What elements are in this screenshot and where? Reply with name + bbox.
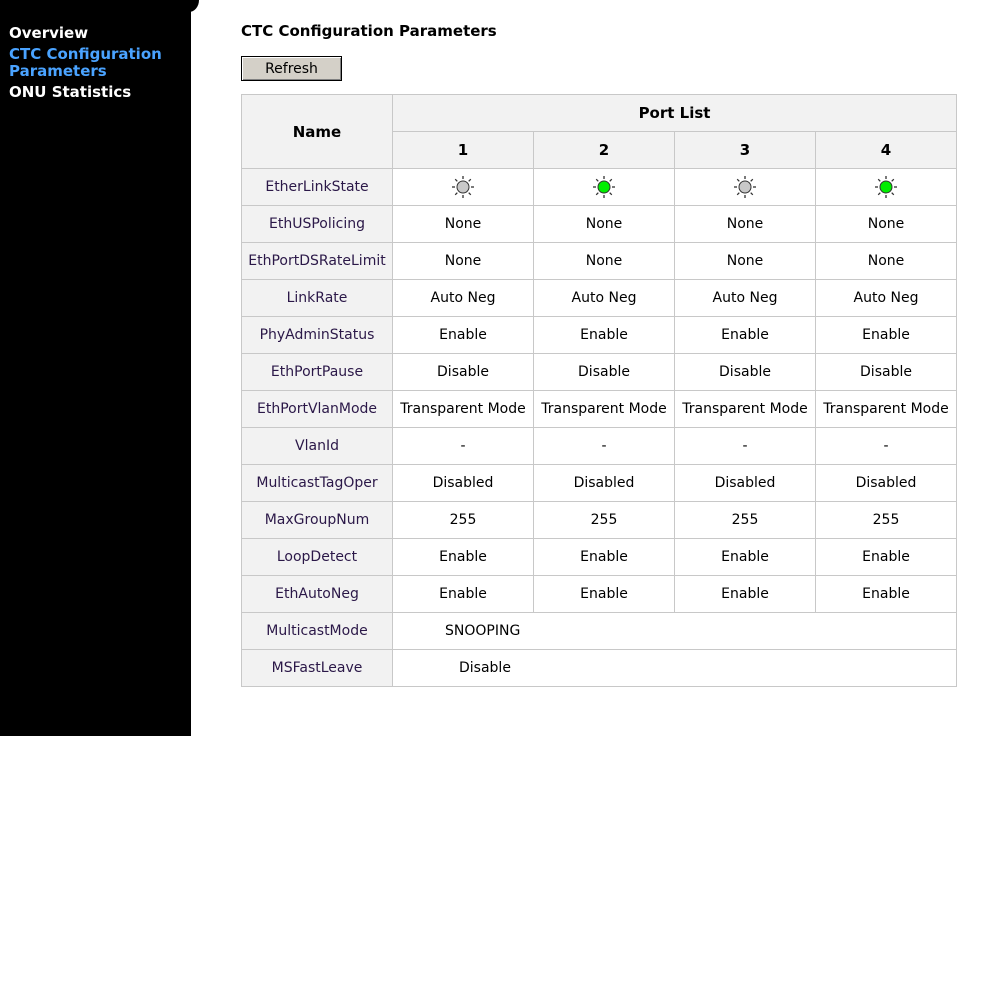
row-name: LoopDetect: [242, 539, 393, 576]
link-state-icon: [592, 175, 616, 199]
value-cell: SNOOPING: [393, 613, 957, 650]
link-state-cell: [534, 169, 675, 206]
value-cell: Enable: [393, 576, 534, 613]
value-cell: Disable: [534, 354, 675, 391]
value-cell: Enable: [675, 317, 816, 354]
value-cell: None: [393, 206, 534, 243]
value-cell: Enable: [675, 576, 816, 613]
value-cell: Enable: [534, 576, 675, 613]
value-cell: None: [393, 243, 534, 280]
sidebar-corner-decoration: [189, 0, 199, 12]
main-content: [241, 21, 949, 676]
row-name: MulticastMode: [242, 613, 393, 650]
sidebar: [0, 0, 191, 736]
refresh-button[interactable]: Refresh: [241, 56, 342, 81]
row-name: VlanId: [242, 428, 393, 465]
value-text: Transparent Mode: [541, 401, 667, 417]
value-cell: None: [675, 243, 816, 280]
nav-item-overview[interactable]: Overview: [9, 24, 89, 42]
value-text: Transparent Mode: [823, 401, 949, 417]
row-name: MaxGroupNum: [242, 502, 393, 539]
table-row: [242, 280, 957, 317]
value-cell: 255: [675, 502, 816, 539]
table-row: [242, 243, 957, 280]
value-cell: Disable: [393, 354, 534, 391]
nav-item-ctc-configuration-parameters[interactable]: CTC Configuration Parameters: [9, 45, 162, 80]
table-row: [242, 576, 957, 613]
value-text: Transparent Mode: [682, 401, 808, 417]
value-cell: [534, 391, 675, 428]
value-cell: Enable: [534, 317, 675, 354]
port-number-header: 4: [816, 132, 957, 169]
value-cell: Disable: [393, 650, 957, 687]
value-cell: Auto Neg: [393, 280, 534, 317]
port-number-header: 3: [675, 132, 816, 169]
row-name: EthAutoNeg: [242, 576, 393, 613]
value-cell: None: [675, 206, 816, 243]
value-cell: Enable: [675, 539, 816, 576]
row-name: EthPortPause: [242, 354, 393, 391]
table-row: [242, 428, 957, 465]
value-cell: None: [534, 206, 675, 243]
row-name: LinkRate: [242, 280, 393, 317]
table-row: [242, 206, 957, 243]
value-cell: None: [816, 206, 957, 243]
value-cell: Disabled: [816, 465, 957, 502]
link-state-icon: [733, 175, 757, 199]
value-cell: Auto Neg: [675, 280, 816, 317]
value-cell: [393, 391, 534, 428]
value-cell: -: [675, 428, 816, 465]
table-header-row: [242, 95, 957, 132]
link-state-icon: [451, 175, 475, 199]
value-cell: -: [393, 428, 534, 465]
row-name: EthUSPolicing: [242, 206, 393, 243]
value-cell: [675, 391, 816, 428]
value-cell: [816, 391, 957, 428]
link-state-icon: [874, 175, 898, 199]
nav-item-onu-statistics[interactable]: ONU Statistics: [9, 83, 132, 101]
value-cell: Enable: [393, 317, 534, 354]
value-cell: None: [534, 243, 675, 280]
table-row: [242, 391, 957, 428]
value-cell: 255: [534, 502, 675, 539]
row-name: EthPortDSRateLimit: [242, 243, 393, 280]
value-cell: -: [534, 428, 675, 465]
value-cell: Disable: [816, 354, 957, 391]
value-cell: Enable: [816, 539, 957, 576]
table-row: [242, 613, 957, 650]
value-cell: 255: [393, 502, 534, 539]
value-cell: 255: [816, 502, 957, 539]
port-list-header: Port List: [393, 95, 957, 132]
row-name: EthPortVlanMode: [242, 391, 393, 428]
value-cell: None: [816, 243, 957, 280]
port-number-header: 1: [393, 132, 534, 169]
sidebar-nav: [9, 25, 191, 101]
link-state-cell: [675, 169, 816, 206]
value-cell: Disable: [675, 354, 816, 391]
table-row: [242, 539, 957, 576]
table-row: [242, 169, 957, 206]
row-name: MulticastTagOper: [242, 465, 393, 502]
port-number-header: 2: [534, 132, 675, 169]
table-row: [242, 317, 957, 354]
value-cell: Enable: [816, 317, 957, 354]
value-cell: -: [816, 428, 957, 465]
value-cell: Enable: [816, 576, 957, 613]
row-name: PhyAdminStatus: [242, 317, 393, 354]
value-cell: Disabled: [534, 465, 675, 502]
link-state-cell: [816, 169, 957, 206]
table-row: [242, 502, 957, 539]
row-name: MSFastLeave: [242, 650, 393, 687]
ctc-parameters-table: [241, 94, 957, 687]
value-cell: Enable: [393, 539, 534, 576]
value-cell: Auto Neg: [534, 280, 675, 317]
value-cell: Enable: [534, 539, 675, 576]
table-row: [242, 465, 957, 502]
value-cell: Auto Neg: [816, 280, 957, 317]
table-row: [242, 650, 957, 687]
value-cell: Disabled: [675, 465, 816, 502]
value-text: Transparent Mode: [400, 401, 526, 417]
row-name: EtherLinkState: [242, 169, 393, 206]
link-state-cell: [393, 169, 534, 206]
value-cell: Disabled: [393, 465, 534, 502]
table-row: [242, 354, 957, 391]
page-title: CTC Configuration Parameters: [241, 22, 497, 40]
name-column-header: Name: [242, 95, 393, 169]
